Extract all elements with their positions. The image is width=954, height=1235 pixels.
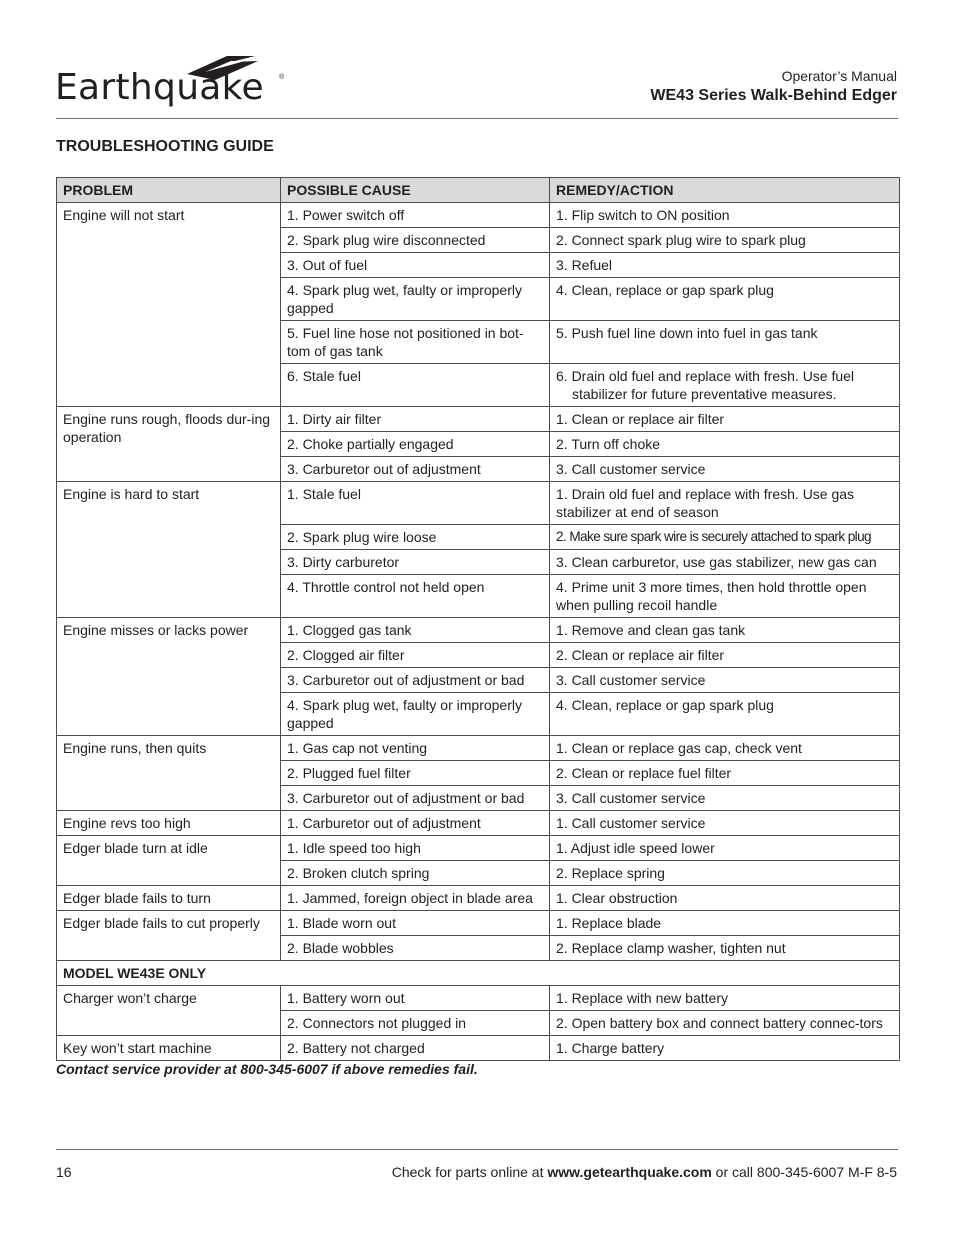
cause-cell: 3. Carburetor out of adjustment bbox=[281, 457, 550, 482]
table-row bbox=[57, 911, 900, 936]
problem-cell: Engine runs rough, floods dur-ing operation bbox=[57, 407, 281, 482]
cause-cell: 1. Stale fuel bbox=[281, 482, 550, 525]
cause-cell: 3. Carburetor out of adjustment or bad bbox=[281, 786, 550, 811]
table-section-row bbox=[57, 961, 900, 986]
remedy-cell: 2. Clean or replace air filter bbox=[550, 643, 900, 668]
cause-cell: 1. Idle speed too high bbox=[281, 836, 550, 861]
cause-cell: 2. Broken clutch spring bbox=[281, 861, 550, 886]
cause-cell: 4. Spark plug wet, faulty or improperly gapped bbox=[281, 693, 550, 736]
remedy-cell: 3. Call customer service bbox=[550, 786, 900, 811]
problem-cell: Engine will not start bbox=[57, 203, 281, 407]
table-row bbox=[57, 407, 900, 432]
cause-cell: 1. Blade worn out bbox=[281, 911, 550, 936]
cause-cell: 1. Dirty air filter bbox=[281, 407, 550, 432]
table-row bbox=[57, 482, 900, 525]
cause-cell: 1. Gas cap not venting bbox=[281, 736, 550, 761]
footer-rule bbox=[56, 1149, 898, 1150]
remedy-cell: 6. Drain old fuel and replace with fresh. Use fuel stabilizer for future preventative measures. bbox=[550, 364, 900, 407]
footer-suffix: or call 800-345-6007 M-F 8-5 bbox=[711, 1164, 897, 1180]
problem-cell: Engine runs, then quits bbox=[57, 736, 281, 811]
problem-cell: Engine is hard to start bbox=[57, 482, 281, 618]
remedy-cell: 2. Turn off choke bbox=[550, 432, 900, 457]
header-possible-cause: POSSIBLE CAUSE bbox=[281, 178, 550, 203]
remedy-cell: 1. Replace with new battery bbox=[550, 986, 900, 1011]
remedy-cell: 2. Connect spark plug wire to spark plug bbox=[550, 228, 900, 253]
footer-website-link[interactable]: www.getearthquake.com bbox=[547, 1164, 712, 1180]
table-header-row bbox=[57, 178, 900, 203]
problem-cell: Engine misses or lacks power bbox=[57, 618, 281, 736]
footer-text bbox=[392, 1164, 897, 1180]
cause-cell: 1. Power switch off bbox=[281, 203, 550, 228]
table-row bbox=[57, 618, 900, 643]
problem-cell: Edger blade turn at idle bbox=[57, 836, 281, 886]
footer-prefix: Check for parts online at bbox=[391, 1164, 548, 1180]
cause-cell: 2. Blade wobbles bbox=[281, 936, 550, 961]
table-row bbox=[57, 203, 900, 228]
header-remedy-action: REMEDY/ACTION bbox=[550, 178, 900, 203]
remedy-cell: 1. Call customer service bbox=[550, 811, 900, 836]
registered-mark: ® bbox=[279, 74, 285, 81]
problem-cell: Engine revs too high bbox=[57, 811, 281, 836]
remedy-cell: 4. Clean, replace or gap spark plug bbox=[550, 693, 900, 736]
brand-logo bbox=[55, 52, 290, 114]
cause-cell: 2. Choke partially engaged bbox=[281, 432, 550, 457]
cause-cell: 2. Plugged fuel filter bbox=[281, 761, 550, 786]
remedy-cell: 2. Open battery box and connect battery connec-tors bbox=[550, 1011, 900, 1036]
problem-cell: Edger blade fails to turn bbox=[57, 886, 281, 911]
remedy-cell: 3. Call customer service bbox=[550, 668, 900, 693]
remedy-cell: 2. Clean or replace fuel filter bbox=[550, 761, 900, 786]
remedy-cell: 3. Refuel bbox=[550, 253, 900, 278]
footnote: Contact service provider at 800-345-6007 if above remedies fail. bbox=[56, 1061, 478, 1077]
cause-cell: 3. Out of fuel bbox=[281, 253, 550, 278]
cause-cell: 6. Stale fuel bbox=[281, 364, 550, 407]
remedy-cell: 1. Clear obstruction bbox=[550, 886, 900, 911]
model-section-label: MODEL WE43E ONLY bbox=[57, 961, 900, 986]
remedy-cell: 4. Clean, replace or gap spark plug bbox=[550, 278, 900, 321]
page-number: 16 bbox=[56, 1164, 72, 1180]
remedy-cell: 1. Replace blade bbox=[550, 911, 900, 936]
cause-cell: 1. Clogged gas tank bbox=[281, 618, 550, 643]
cause-cell: 2. Connectors not plugged in bbox=[281, 1011, 550, 1036]
table-row bbox=[57, 836, 900, 861]
remedy-cell: 1. Remove and clean gas tank bbox=[550, 618, 900, 643]
remedy-cell: 1. Charge battery bbox=[550, 1036, 900, 1061]
cause-cell: 3. Dirty carburetor bbox=[281, 550, 550, 575]
header-rule bbox=[56, 118, 898, 119]
section-title: TROUBLESHOOTING GUIDE bbox=[56, 138, 274, 155]
cause-cell: 2. Spark plug wire loose bbox=[281, 525, 550, 550]
cause-cell: 5. Fuel line hose not positioned in bot-tom of gas tank bbox=[281, 321, 550, 364]
cause-cell: 1. Battery worn out bbox=[281, 986, 550, 1011]
troubleshooting-table bbox=[56, 177, 900, 1061]
remedy-cell: 1. Drain old fuel and replace with fresh. Use gas stabilizer at end of season bbox=[550, 482, 900, 525]
problem-cell: Edger blade fails to cut properly bbox=[57, 911, 281, 961]
table-row bbox=[57, 886, 900, 911]
manual-subtitle: Operator’s Manual bbox=[781, 68, 897, 84]
manual-header bbox=[650, 68, 897, 107]
problem-cell: Charger won’t charge bbox=[57, 986, 281, 1036]
cause-cell: 1. Carburetor out of adjustment bbox=[281, 811, 550, 836]
cause-cell: 2. Clogged air filter bbox=[281, 643, 550, 668]
cause-cell: 2. Battery not charged bbox=[281, 1036, 550, 1061]
table-row bbox=[57, 986, 900, 1011]
remedy-cell: 4. Prime unit 3 more times, then hold throttle open when pulling recoil handle bbox=[550, 575, 900, 618]
remedy-cell: 1. Clean or replace air filter bbox=[550, 407, 900, 432]
cause-cell: 1. Jammed, foreign object in blade area bbox=[281, 886, 550, 911]
header-problem: PROBLEM bbox=[57, 178, 281, 203]
cause-cell: 3. Carburetor out of adjustment or bad bbox=[281, 668, 550, 693]
remedy-cell: 3. Clean carburetor, use gas stabilizer, new gas can bbox=[550, 550, 900, 575]
remedy-cell: 3. Call customer service bbox=[550, 457, 900, 482]
manual-title: WE43 Series Walk-Behind Edger bbox=[650, 87, 897, 104]
problem-cell: Key won’t start machine bbox=[57, 1036, 281, 1061]
cause-cell: 4. Throttle control not held open bbox=[281, 575, 550, 618]
remedy-cell: 1. Adjust idle speed lower bbox=[550, 836, 900, 861]
cause-cell: 4. Spark plug wet, faulty or improperly gapped bbox=[281, 278, 550, 321]
remedy-cell: 2. Replace spring bbox=[550, 861, 900, 886]
remedy-cell: 1. Flip switch to ON position bbox=[550, 203, 900, 228]
brand-wordmark: Earthquake bbox=[55, 67, 264, 108]
table-row bbox=[57, 736, 900, 761]
table-row bbox=[57, 811, 900, 836]
remedy-cell: 1. Clean or replace gas cap, check vent bbox=[550, 736, 900, 761]
table-row bbox=[57, 1036, 900, 1061]
cause-cell: 2. Spark plug wire disconnected bbox=[281, 228, 550, 253]
remedy-cell: 5. Push fuel line down into fuel in gas tank bbox=[550, 321, 900, 364]
remedy-cell: 2. Replace clamp washer, tighten nut bbox=[550, 936, 900, 961]
remedy-cell: 2. Make sure spark wire is securely attached to spark plug bbox=[550, 525, 900, 550]
